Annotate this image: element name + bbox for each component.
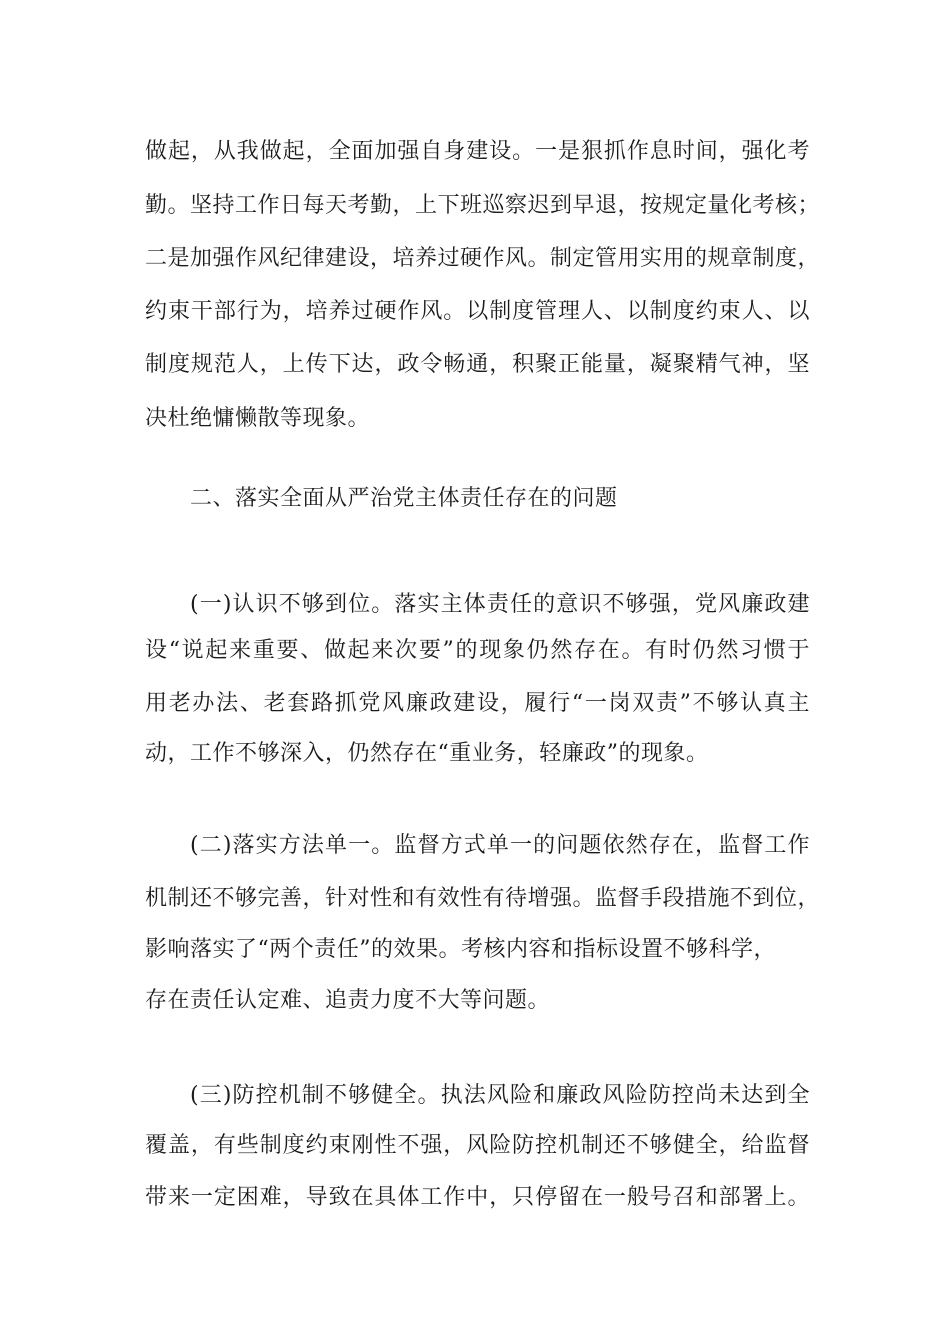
paragraph-line: (三)防控机制不够健全。执法风险和廉政风险防控尚未达到全 [190,1083,810,1108]
section-heading: 二、落实全面从严治党主体责任存在的问题 [190,486,618,511]
paragraph-line: 存在责任认定难、追责力度不大等问题。 [145,988,551,1013]
paragraph-line: 二是加强作风纪律建设，培养过硬作风。制定管用实用的规章制度， [145,246,821,271]
paragraph-line: 决杜绝慵懒散等现象。 [145,406,371,431]
paragraph-line: 做起，从我做起，全面加强自身建设。一是狠抓作息时间，强化考 [145,139,810,164]
paragraph-line: 制度规范人，上传下达，政令畅通，积聚正能量，凝聚精气神，坚 [145,352,810,377]
paragraph-line: 动，工作不够深入，仍然存在“重业务，轻廉政”的现象。 [145,741,709,766]
paragraph-line: 机制还不够完善，针对性和有效性有待增强。监督手段措施不到位， [145,886,821,911]
paragraph-line: 设“说起来重要、做起来次要”的现象仍然存在。有时仍然习惯于 [145,638,810,663]
paragraph-line: 约束干部行为，培养过硬作风。以制度管理人、以制度约束人、以 [145,299,810,324]
paragraph-line: 影响落实了“两个责任”的效果。考核内容和指标设置不够科学， [145,937,776,962]
paragraph-line: 勤。坚持工作日每天考勤，上下班巡察迟到早退，按规定量化考核； [145,193,821,218]
paragraph-line: (二)落实方法单一。监督方式单一的问题依然存在，监督工作 [190,833,810,858]
paragraph-line: 带来一定困难，导致在具体工作中，只停留在一般号召和部署上。 [145,1185,810,1210]
paragraph-line: (一)认识不够到位。落实主体责任的意识不够强，党风廉政建 [190,592,810,617]
paragraph-line: 覆盖，有些制度约束刚性不强，风险防控机制还不够健全，给监督 [145,1133,810,1158]
paragraph-line: 用老办法、老套路抓党风廉政建设，履行“一岗双责”不够认真主 [145,691,810,716]
